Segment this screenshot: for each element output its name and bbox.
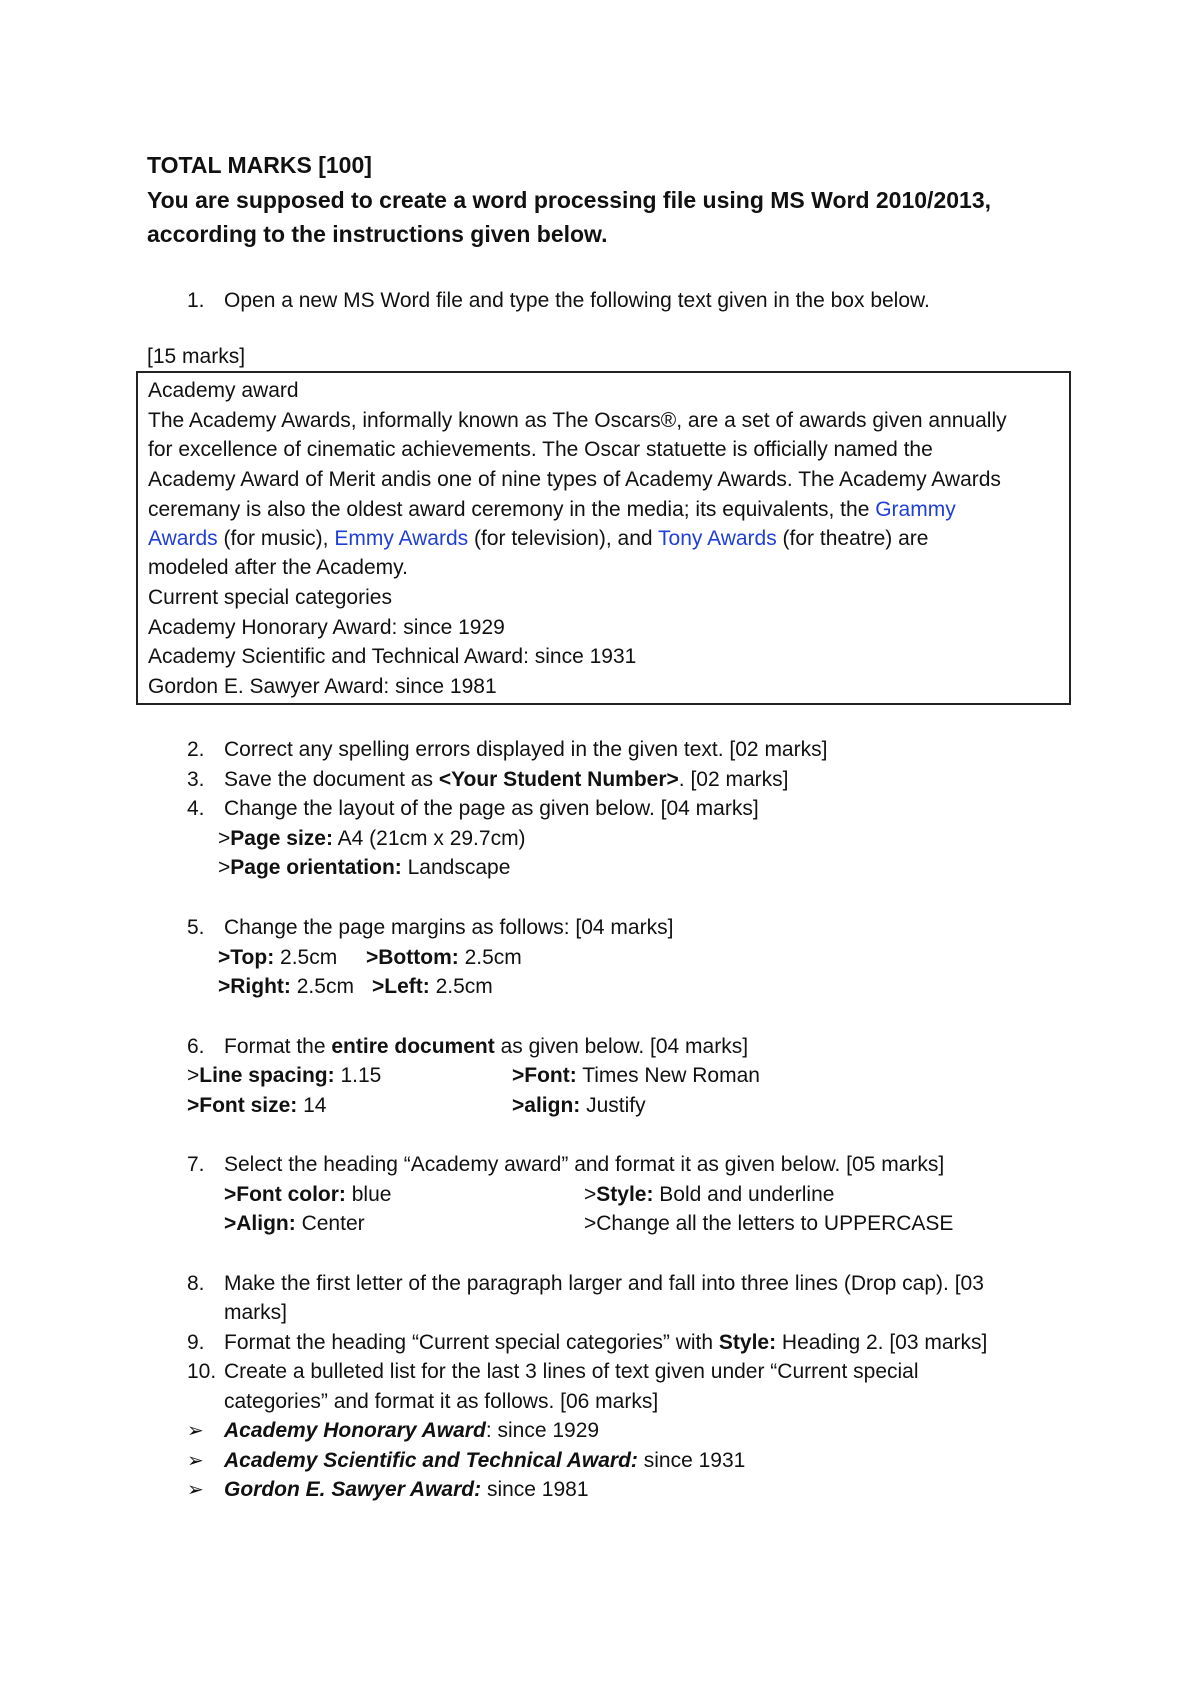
q8-text-line1: Make the first letter of the paragraph larger and fall into three lines (Drop cap). [03 xyxy=(224,1272,984,1295)
q6-font: >Font: Times New Roman xyxy=(512,1064,760,1087)
grammy-link[interactable]: Grammy xyxy=(875,498,956,521)
bullet-item: Academy Scientific and Technical Award: since 1931 xyxy=(224,1449,746,1472)
q10-number: 10. xyxy=(187,1360,217,1383)
box-text: (for music), xyxy=(217,527,335,550)
q1-text: Open a new MS Word file and type the following text given in the box below. xyxy=(224,289,930,312)
q6-text: Format the entire document as given below. [04 marks] xyxy=(224,1035,749,1058)
intro-line-1: You are supposed to create a word processing file using MS Word 2010/2013, xyxy=(147,187,992,213)
q6-line-spacing: >Line spacing: 1.15 xyxy=(187,1064,382,1087)
q5-number: 5. xyxy=(187,916,205,939)
q7-align: >Align: Center xyxy=(224,1212,365,1235)
q6-align: >align: Justify xyxy=(512,1094,646,1117)
box-text: (for theatre) are xyxy=(776,527,929,550)
arrow-bullet-icon: ➢ xyxy=(187,1420,204,1442)
q4-number: 4. xyxy=(187,797,205,820)
q4-orientation: >Page orientation: Landscape xyxy=(218,856,511,879)
arrow-bullet-icon: ➢ xyxy=(187,1450,204,1472)
q1-number: 1. xyxy=(187,289,205,312)
q7-number: 7. xyxy=(187,1153,205,1176)
q2-text: Correct any spelling errors displayed in the given text. [02 marks] xyxy=(224,738,828,761)
q7-text: Select the heading “Academy award” and format it as given below. [05 marks] xyxy=(224,1153,945,1176)
q5-top-margin: >Top: 2.5cm xyxy=(218,946,338,969)
intro-line-2: according to the instructions given below. xyxy=(147,221,608,247)
q9-number: 9. xyxy=(187,1331,205,1354)
bullet-item: Gordon E. Sawyer Award: since 1981 xyxy=(224,1478,589,1501)
q8-text-line2: marks] xyxy=(224,1301,287,1324)
box-text: (for television), and xyxy=(468,527,659,550)
q2-number: 2. xyxy=(187,738,205,761)
q4-page-size: >Page size: A4 (21cm x 29.7cm) xyxy=(218,827,526,850)
q5-text: Change the page margins as follows: [04 marks] xyxy=(224,916,674,939)
q7-style: >Style: Bold and underline xyxy=(584,1183,835,1206)
box-heading: Academy award xyxy=(148,379,299,402)
sample-text-box xyxy=(136,371,1071,705)
q6-number: 6. xyxy=(187,1035,205,1058)
q7-font-color: >Font color: blue xyxy=(224,1183,392,1206)
q7-uppercase: >Change all the letters to UPPERCASE xyxy=(584,1212,954,1235)
q9-text: Format the heading “Current special categories” with Style: Heading 2. [03 marks] xyxy=(224,1331,988,1354)
box-line xyxy=(148,495,956,525)
tony-awards-link[interactable]: Tony Awards xyxy=(658,527,777,550)
q3-text: Save the document as <Your Student Number>. [02 marks] xyxy=(224,768,789,791)
arrow-bullet-icon: ➢ xyxy=(187,1479,204,1501)
bullet-item: Academy Honorary Award: since 1929 xyxy=(224,1419,600,1442)
q3-number: 3. xyxy=(187,768,205,791)
q5-bottom-margin: >Bottom: 2.5cm xyxy=(366,946,522,969)
emmy-awards-link[interactable]: Emmy Awards xyxy=(334,527,469,550)
box-line: The Academy Awards, informally known as The Oscars®, are a set of awards given annually xyxy=(148,409,1007,432)
grammy-awards-link[interactable]: Awards xyxy=(148,527,218,550)
box-line: modeled after the Academy. xyxy=(148,556,408,579)
box-line: Academy Honorary Award: since 1929 xyxy=(148,616,505,639)
q4-text: Change the layout of the page as given below. [04 marks] xyxy=(224,797,759,820)
box-line: Gordon E. Sawyer Award: since 1981 xyxy=(148,675,497,698)
box-text: ceremany is also the oldest award ceremony in the media; its equivalents, the xyxy=(148,498,876,521)
q6-font-size: >Font size: 14 xyxy=(187,1094,327,1117)
q5-left-margin: >Left: 2.5cm xyxy=(372,975,493,998)
box-subheading: Current special categories xyxy=(148,586,392,609)
box-line xyxy=(148,524,928,554)
box-line: Academy Award of Merit andis one of nine types of Academy Awards. The Academy Awards xyxy=(148,468,1001,491)
box-line: Academy Scientific and Technical Award: since 1931 xyxy=(148,645,637,668)
q8-number: 8. xyxy=(187,1272,205,1295)
box-line: for excellence of cinematic achievements. The Oscar statuette is officially named the xyxy=(148,438,933,461)
total-marks-heading: TOTAL MARKS [100] xyxy=(147,152,372,178)
q5-right-margin: >Right: 2.5cm xyxy=(218,975,354,998)
q1-marks: [15 marks] xyxy=(147,345,246,368)
q10-text-line1: Create a bulleted list for the last 3 lines of text given under “Current special xyxy=(224,1360,919,1383)
q10-text-line2: categories” and format it as follows. [06 marks] xyxy=(224,1390,659,1413)
